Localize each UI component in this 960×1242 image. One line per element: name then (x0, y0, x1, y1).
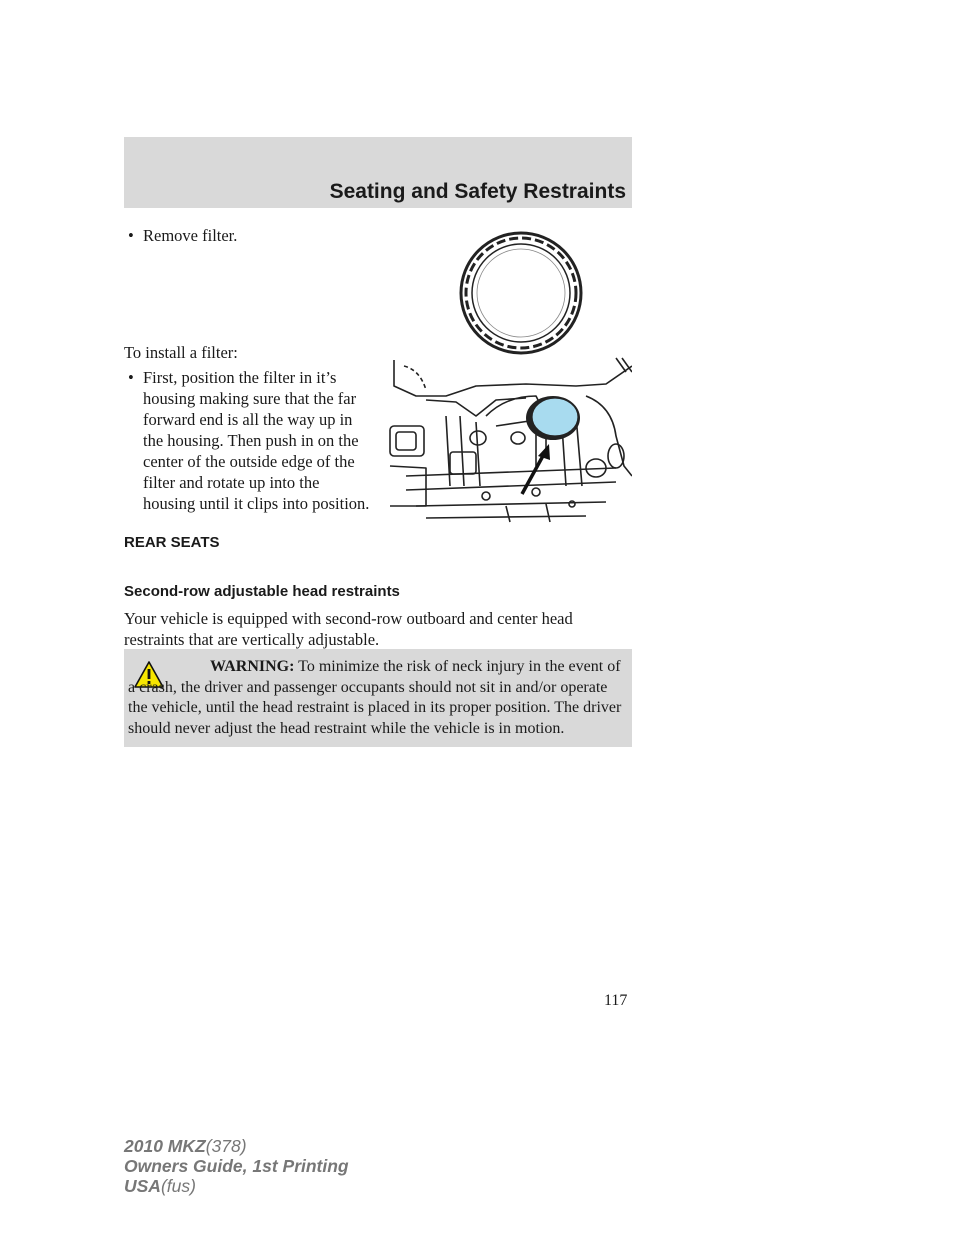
filter-housing-illustration (386, 356, 632, 524)
warning-body: To minimize the risk of neck injury in the event of a crash, the driver and passenger occupants should not sit in and/or operate the vehicle, until the head restraint is placed in its proper position. The driver should never adjust the head restraint while the vehicle is in motion. (128, 658, 622, 737)
section-title: REAR SEATS (124, 534, 220, 551)
section-body: Your vehicle is equipped with second-row outboard and center head restraints that are vertically adjustable. (124, 609, 573, 649)
section-header-band (124, 137, 632, 208)
warning-label: WARNING: (210, 658, 295, 675)
footer-model: 2010 MKZ (124, 1136, 206, 1156)
section-header-title: Seating and Safety Restraints (329, 180, 626, 203)
footer-region: USA (124, 1176, 161, 1196)
footer-edition: Owners Guide, 1st Printing (124, 1156, 349, 1176)
page-number: 117 (604, 992, 628, 1009)
print-footer: 2010 MKZ(378) Owners Guide, 1st Printing USA(fus) (124, 1136, 349, 1196)
install-intro: To install a filter: (124, 343, 238, 362)
filter-illustration (456, 228, 586, 358)
bullet-icon: • (128, 368, 134, 387)
warning-box (124, 649, 632, 747)
warning-text (128, 657, 626, 739)
bullet-icon: • (128, 226, 134, 245)
section-subtitle: Second-row adjustable head restraints (124, 583, 400, 600)
